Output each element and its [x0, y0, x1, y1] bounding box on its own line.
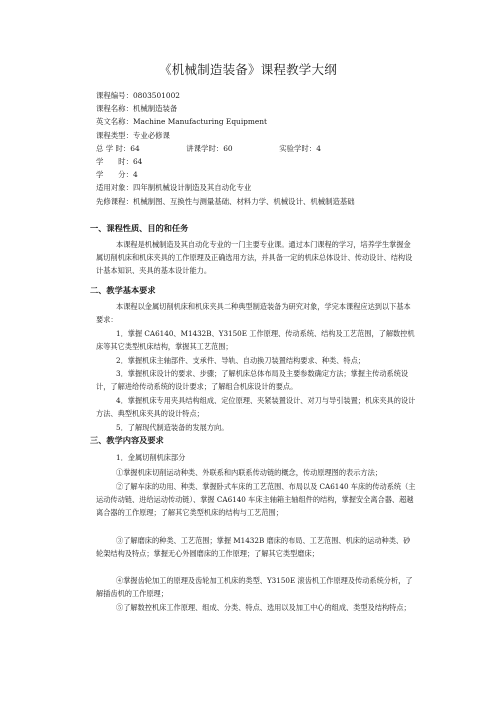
lecture-hours-label: 讲课学时： — [186, 143, 224, 153]
section-1-paragraph: 本课程是机械制造及其自动化专业的一门主要专业课。通过本门课程的学习，培养学生掌握金属切削机床和机床夹具的工作原理及正确选用方法，并具备一定的机床总体设计、传动设计、结构设计基本知识、夹具的基本设计能力。 — [96, 240, 413, 276]
prereq-value: 机械制图、互换性与测量基础、材料力学、机械设计、机械制造基础 — [132, 196, 355, 206]
credits-row — [96, 168, 355, 181]
section-2-item-1: 1．掌握 CA6140、M1432B、Y3150E 工作原理、传动系统、结构及工艺范围，了解数控机床等其它类型机床结构，掌握其工艺范围； — [96, 329, 415, 352]
course-name-row — [96, 102, 355, 115]
english-name-row — [96, 115, 355, 128]
section-1-heading: 一、课程性质、目的和任务 — [90, 223, 189, 233]
section-2-item-5: 5．了解现代制造装备的发展方向。 — [116, 423, 229, 432]
course-meta — [96, 89, 355, 208]
course-type-value: 专业必修课 — [132, 130, 170, 140]
credit-hours-value: 64 — [132, 157, 143, 167]
course-code-label: 课程编号： — [96, 91, 133, 100]
total-hours-label: 总 学 时： — [96, 143, 131, 153]
document-title: 《机械制造装备》课程教学大纲 — [159, 62, 337, 77]
section-3-heading: 三、教学内容及要求 — [90, 435, 164, 445]
section-2-heading: 二、教学基本要求 — [90, 285, 156, 295]
english-name-label: 英文名称： — [96, 117, 133, 127]
section-2-intro: 本课程以金属切削机床和机床夹具二种典型制造装备为研究对象，学完本课程应达到以下基本要求： — [96, 302, 411, 325]
course-type-label: 课程类型： — [96, 130, 133, 140]
prereq-row — [96, 195, 355, 208]
course-type-row — [96, 129, 355, 142]
credits-value: 4 — [132, 170, 138, 180]
credits-label: 学 分： — [96, 170, 133, 180]
audience-row — [96, 181, 355, 194]
lab-hours-value: 4 — [316, 143, 321, 153]
course-code-row — [96, 89, 355, 102]
section-3-content-4: ④掌握齿轮加工的原理及齿轮加工机床的类型、Y3150E 滚齿机工作原理及传动系统分析，了解插齿机的工作原理； — [96, 576, 413, 599]
section-2-item-3: 3．掌握机床设计的要求、步骤；了解机床总体布局及主要参数确定方法；掌握主传动系统设计，了解进给传动系统的设计要求；了解组合机床设计的要点。 — [96, 369, 409, 392]
section-2-item-4: 4．掌握机床专用夹具结构组成、定位原理、夹紧装置设计、对刀与导引装置；机床夹具的设计方法、典型机床夹具的设计特点； — [96, 396, 416, 419]
lecture-hours-value: 60 — [223, 143, 233, 153]
lab-hours-label: 实验学时： — [279, 143, 317, 153]
credit-hours-label: 学 时： — [96, 157, 133, 167]
credit-hours-row — [96, 155, 355, 168]
course-name-label: 课程名称： — [96, 104, 133, 114]
section-2-item-2: 2．掌握机床主轴部件、支承件、导轨、自动换刀装置结构要求、种类、特点； — [116, 356, 365, 365]
total-hours-value: 64 — [130, 143, 140, 153]
section-3-subheading: 1．金属切削机床部分 — [116, 453, 186, 462]
course-name-value: 机械制造装备 — [132, 104, 178, 114]
english-name-value: Machine Manufacturing Equipment — [132, 117, 268, 127]
course-code-value: 0803501002 — [132, 91, 180, 100]
section-3-content-3: ③了解磨床的种类、工艺范围；掌握 M1432B 磨床的布局、工艺范围、机床的运动种类、砂轮架结构及特点；掌握无心外圆磨床的工作原理；了解其它类型磨床； — [96, 536, 411, 559]
section-3-content-1: ①掌握机床切削运动种类、外联系和内联系传动链的概念，传动原理图的表示方法； — [116, 468, 382, 477]
audience-label: 适用对象： — [96, 183, 133, 193]
section-3-content-5: ⑤了解数控机床工作原理、组成、分类、特点、选用以及加工中心的组成、类型及结构特点； — [116, 603, 411, 612]
section-3-content-2: ②了解车床的功用、种类、掌握卧式车床的工艺范围、布局以及 CA6140 车床的传动系统（主运动传动链、进给运动传动链）、掌握 CA6140 车床主轴箱主轴组件的结构，掌握安全离合器、超越离合器的工作原理；了解其它类型机床的结构与工艺范围； — [96, 482, 416, 518]
prereq-label: 先修课程： — [96, 196, 133, 206]
audience-value: 四年制机械设计制造及其自动化专业 — [132, 183, 252, 193]
hours-row — [96, 142, 355, 155]
